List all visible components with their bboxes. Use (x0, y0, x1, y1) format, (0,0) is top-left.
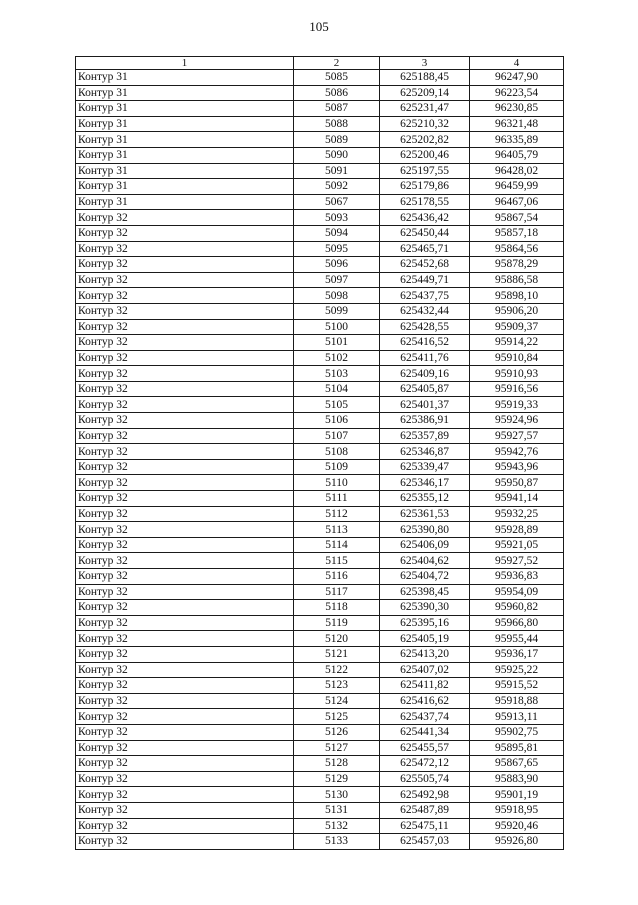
contour-name-cell: Контур 32 (76, 475, 294, 491)
table-row (76, 662, 564, 678)
contour-name-cell: Контур 31 (76, 147, 294, 163)
table-row (76, 85, 564, 101)
x-coordinate-cell: 625390,80 (380, 522, 470, 538)
table-row (76, 787, 564, 803)
contour-name-cell: Контур 32 (76, 584, 294, 600)
table-row (76, 693, 564, 709)
contour-name-cell: Контур 32 (76, 631, 294, 647)
contour-name-cell: Контур 32 (76, 428, 294, 444)
y-coordinate-cell: 95926,80 (470, 834, 564, 850)
point-number-cell: 5099 (294, 303, 380, 319)
point-number-cell: 5117 (294, 584, 380, 600)
y-coordinate-cell: 95867,54 (470, 210, 564, 226)
table-row (76, 818, 564, 834)
x-coordinate-cell: 625436,42 (380, 210, 470, 226)
y-coordinate-cell: 95915,52 (470, 678, 564, 694)
y-coordinate-cell: 95927,52 (470, 553, 564, 569)
contour-name-cell: Контур 32 (76, 693, 294, 709)
y-coordinate-cell: 95910,84 (470, 350, 564, 366)
point-number-cell: 5112 (294, 506, 380, 522)
point-number-cell: 5088 (294, 116, 380, 132)
contour-name-cell: Контур 32 (76, 724, 294, 740)
contour-name-cell: Контур 32 (76, 225, 294, 241)
y-coordinate-cell: 96428,02 (470, 163, 564, 179)
contour-name-cell: Контур 31 (76, 85, 294, 101)
point-number-cell: 5087 (294, 101, 380, 117)
x-coordinate-cell: 625452,68 (380, 257, 470, 273)
x-coordinate-cell: 625407,02 (380, 662, 470, 678)
y-coordinate-cell: 95898,10 (470, 288, 564, 304)
point-number-cell: 5104 (294, 381, 380, 397)
y-coordinate-cell: 95916,56 (470, 381, 564, 397)
x-coordinate-cell: 625209,14 (380, 85, 470, 101)
table-row (76, 303, 564, 319)
table-row (76, 600, 564, 616)
x-coordinate-cell: 625355,12 (380, 491, 470, 507)
x-coordinate-cell: 625231,47 (380, 101, 470, 117)
point-number-cell: 5092 (294, 179, 380, 195)
y-coordinate-cell: 95909,37 (470, 319, 564, 335)
table-row (76, 350, 564, 366)
contour-name-cell: Контур 31 (76, 116, 294, 132)
y-coordinate-cell: 95936,83 (470, 569, 564, 585)
point-number-cell: 5128 (294, 756, 380, 772)
x-coordinate-cell: 625450,44 (380, 225, 470, 241)
point-number-cell: 5108 (294, 444, 380, 460)
table-row (76, 147, 564, 163)
y-coordinate-cell: 95924,96 (470, 413, 564, 429)
point-number-cell: 5129 (294, 771, 380, 787)
table-row (76, 802, 564, 818)
x-coordinate-cell: 625492,98 (380, 787, 470, 803)
x-coordinate-cell: 625401,37 (380, 397, 470, 413)
table-row (76, 615, 564, 631)
point-number-cell: 5098 (294, 288, 380, 304)
point-number-cell: 5132 (294, 818, 380, 834)
y-coordinate-cell: 95942,76 (470, 444, 564, 460)
table-header (76, 57, 564, 70)
x-coordinate-cell: 625455,57 (380, 740, 470, 756)
table-row (76, 491, 564, 507)
x-coordinate-cell: 625472,12 (380, 756, 470, 772)
point-number-cell: 5090 (294, 147, 380, 163)
x-coordinate-cell: 625386,91 (380, 413, 470, 429)
contour-name-cell: Контур 31 (76, 101, 294, 117)
point-number-cell: 5114 (294, 537, 380, 553)
header-col-3: 3 (380, 57, 470, 70)
contour-name-cell: Контур 32 (76, 491, 294, 507)
point-number-cell: 5067 (294, 194, 380, 210)
table-row (76, 397, 564, 413)
table-row (76, 834, 564, 850)
y-coordinate-cell: 95910,93 (470, 366, 564, 382)
x-coordinate-cell: 625406,09 (380, 537, 470, 553)
header-col-1: 1 (76, 57, 294, 70)
x-coordinate-cell: 625346,87 (380, 444, 470, 460)
x-coordinate-cell: 625179,86 (380, 179, 470, 195)
x-coordinate-cell: 625409,16 (380, 366, 470, 382)
y-coordinate-cell: 96459,99 (470, 179, 564, 195)
table-row (76, 475, 564, 491)
table-row (76, 366, 564, 382)
header-col-2: 2 (294, 57, 380, 70)
point-number-cell: 5116 (294, 569, 380, 585)
x-coordinate-cell: 625210,32 (380, 116, 470, 132)
y-coordinate-cell: 95920,46 (470, 818, 564, 834)
contour-name-cell: Контур 32 (76, 319, 294, 335)
point-number-cell: 5105 (294, 397, 380, 413)
contour-name-cell: Контур 32 (76, 381, 294, 397)
table-row (76, 132, 564, 148)
point-number-cell: 5126 (294, 724, 380, 740)
table-row (76, 553, 564, 569)
x-coordinate-cell: 625404,62 (380, 553, 470, 569)
y-coordinate-cell: 95918,88 (470, 693, 564, 709)
contour-name-cell: Контур 32 (76, 537, 294, 553)
x-coordinate-cell: 625411,76 (380, 350, 470, 366)
table-row (76, 459, 564, 475)
table-row (76, 179, 564, 195)
contour-name-cell: Контур 31 (76, 163, 294, 179)
y-coordinate-cell: 95913,11 (470, 709, 564, 725)
y-coordinate-cell: 96321,48 (470, 116, 564, 132)
y-coordinate-cell: 95921,05 (470, 537, 564, 553)
x-coordinate-cell: 625449,71 (380, 272, 470, 288)
point-number-cell: 5100 (294, 319, 380, 335)
x-coordinate-cell: 625416,52 (380, 335, 470, 351)
table-row (76, 413, 564, 429)
contour-name-cell: Контур 32 (76, 303, 294, 319)
table-row (76, 506, 564, 522)
x-coordinate-cell: 625441,34 (380, 724, 470, 740)
contour-name-cell: Контур 32 (76, 834, 294, 850)
contour-name-cell: Контур 32 (76, 444, 294, 460)
point-number-cell: 5121 (294, 646, 380, 662)
x-coordinate-cell: 625437,74 (380, 709, 470, 725)
point-number-cell: 5110 (294, 475, 380, 491)
table-row (76, 522, 564, 538)
table-row (76, 678, 564, 694)
point-number-cell: 5115 (294, 553, 380, 569)
header-row (76, 57, 564, 70)
x-coordinate-cell: 625487,89 (380, 802, 470, 818)
y-coordinate-cell: 95864,56 (470, 241, 564, 257)
point-number-cell: 5095 (294, 241, 380, 257)
contour-name-cell: Контур 32 (76, 210, 294, 226)
contour-name-cell: Контур 32 (76, 241, 294, 257)
x-coordinate-cell: 625178,55 (380, 194, 470, 210)
contour-name-cell: Контур 32 (76, 397, 294, 413)
contour-name-cell: Контур 32 (76, 569, 294, 585)
x-coordinate-cell: 625395,16 (380, 615, 470, 631)
y-coordinate-cell: 95925,22 (470, 662, 564, 678)
y-coordinate-cell: 96405,79 (470, 147, 564, 163)
y-coordinate-cell: 95932,25 (470, 506, 564, 522)
header-col-4: 4 (470, 57, 564, 70)
contour-name-cell: Контур 31 (76, 70, 294, 86)
y-coordinate-cell: 95901,19 (470, 787, 564, 803)
contour-name-cell: Контур 32 (76, 288, 294, 304)
contour-name-cell: Контур 32 (76, 459, 294, 475)
table-row (76, 335, 564, 351)
y-coordinate-cell: 95883,90 (470, 771, 564, 787)
contour-name-cell: Контур 32 (76, 600, 294, 616)
table-row (76, 724, 564, 740)
table-row (76, 631, 564, 647)
contour-name-cell: Контур 32 (76, 740, 294, 756)
y-coordinate-cell: 95886,58 (470, 272, 564, 288)
table-row (76, 257, 564, 273)
table-row (76, 319, 564, 335)
contour-name-cell: Контур 32 (76, 366, 294, 382)
y-coordinate-cell: 95943,96 (470, 459, 564, 475)
y-coordinate-cell: 95919,33 (470, 397, 564, 413)
contour-name-cell: Контур 32 (76, 506, 294, 522)
x-coordinate-cell: 625357,89 (380, 428, 470, 444)
point-number-cell: 5118 (294, 600, 380, 616)
y-coordinate-cell: 95914,22 (470, 335, 564, 351)
table-row (76, 709, 564, 725)
contour-name-cell: Контур 31 (76, 179, 294, 195)
x-coordinate-cell: 625437,75 (380, 288, 470, 304)
contour-name-cell: Контур 32 (76, 522, 294, 538)
y-coordinate-cell: 95936,17 (470, 646, 564, 662)
table-row (76, 537, 564, 553)
point-number-cell: 5127 (294, 740, 380, 756)
contour-name-cell: Контур 32 (76, 350, 294, 366)
y-coordinate-cell: 95955,44 (470, 631, 564, 647)
point-number-cell: 5089 (294, 132, 380, 148)
point-number-cell: 5085 (294, 70, 380, 86)
x-coordinate-cell: 625413,20 (380, 646, 470, 662)
y-coordinate-cell: 96467,06 (470, 194, 564, 210)
table-row (76, 116, 564, 132)
x-coordinate-cell: 625411,82 (380, 678, 470, 694)
x-coordinate-cell: 625398,45 (380, 584, 470, 600)
y-coordinate-cell: 96247,90 (470, 70, 564, 86)
contour-name-cell: Контур 32 (76, 818, 294, 834)
y-coordinate-cell: 95867,65 (470, 756, 564, 772)
table-row (76, 584, 564, 600)
page-number: 105 (309, 19, 329, 34)
contour-name-cell: Контур 32 (76, 272, 294, 288)
point-number-cell: 5093 (294, 210, 380, 226)
table-row (76, 444, 564, 460)
x-coordinate-cell: 625428,55 (380, 319, 470, 335)
point-number-cell: 5102 (294, 350, 380, 366)
table-row (76, 210, 564, 226)
contour-name-cell: Контур 32 (76, 662, 294, 678)
x-coordinate-cell: 625339,47 (380, 459, 470, 475)
contour-name-cell: Контур 32 (76, 335, 294, 351)
contour-name-cell: Контур 32 (76, 646, 294, 662)
y-coordinate-cell: 95960,82 (470, 600, 564, 616)
contour-name-cell: Контур 32 (76, 678, 294, 694)
point-number-cell: 5133 (294, 834, 380, 850)
table-row (76, 194, 564, 210)
contour-name-cell: Контур 32 (76, 615, 294, 631)
point-number-cell: 5106 (294, 413, 380, 429)
point-number-cell: 5097 (294, 272, 380, 288)
y-coordinate-cell: 95928,89 (470, 522, 564, 538)
y-coordinate-cell: 95895,81 (470, 740, 564, 756)
table-row (76, 771, 564, 787)
point-number-cell: 5125 (294, 709, 380, 725)
x-coordinate-cell: 625202,82 (380, 132, 470, 148)
y-coordinate-cell: 95878,29 (470, 257, 564, 273)
y-coordinate-cell: 95857,18 (470, 225, 564, 241)
table-row (76, 740, 564, 756)
y-coordinate-cell: 95906,20 (470, 303, 564, 319)
table-row (76, 646, 564, 662)
x-coordinate-cell: 625197,55 (380, 163, 470, 179)
point-number-cell: 5119 (294, 615, 380, 631)
y-coordinate-cell: 95941,14 (470, 491, 564, 507)
x-coordinate-cell: 625346,17 (380, 475, 470, 491)
contour-name-cell: Контур 32 (76, 787, 294, 803)
contour-name-cell: Контур 32 (76, 709, 294, 725)
table-body (76, 70, 564, 850)
point-number-cell: 5130 (294, 787, 380, 803)
point-number-cell: 5091 (294, 163, 380, 179)
y-coordinate-cell: 95918,95 (470, 802, 564, 818)
y-coordinate-cell: 96223,54 (470, 85, 564, 101)
table-row (76, 756, 564, 772)
point-number-cell: 5124 (294, 693, 380, 709)
contour-name-cell: Контур 32 (76, 553, 294, 569)
point-number-cell: 5120 (294, 631, 380, 647)
contour-name-cell: Контур 32 (76, 756, 294, 772)
y-coordinate-cell: 96230,85 (470, 101, 564, 117)
table-row (76, 225, 564, 241)
table-row (76, 272, 564, 288)
y-coordinate-cell: 95950,87 (470, 475, 564, 491)
contour-name-cell: Контур 32 (76, 771, 294, 787)
x-coordinate-cell: 625188,45 (380, 70, 470, 86)
contour-name-cell: Контур 31 (76, 194, 294, 210)
point-number-cell: 5111 (294, 491, 380, 507)
point-number-cell: 5103 (294, 366, 380, 382)
x-coordinate-cell: 625390,30 (380, 600, 470, 616)
y-coordinate-cell: 95902,75 (470, 724, 564, 740)
x-coordinate-cell: 625416,62 (380, 693, 470, 709)
x-coordinate-cell: 625404,72 (380, 569, 470, 585)
contour-name-cell: Контур 32 (76, 257, 294, 273)
y-coordinate-cell: 95966,80 (470, 615, 564, 631)
x-coordinate-cell: 625200,46 (380, 147, 470, 163)
table-row (76, 428, 564, 444)
x-coordinate-cell: 625405,87 (380, 381, 470, 397)
y-coordinate-cell: 96335,89 (470, 132, 564, 148)
point-number-cell: 5107 (294, 428, 380, 444)
y-coordinate-cell: 95927,57 (470, 428, 564, 444)
point-number-cell: 5101 (294, 335, 380, 351)
x-coordinate-cell: 625405,19 (380, 631, 470, 647)
contour-name-cell: Контур 31 (76, 132, 294, 148)
x-coordinate-cell: 625505,74 (380, 771, 470, 787)
x-coordinate-cell: 625457,03 (380, 834, 470, 850)
table-row (76, 288, 564, 304)
contour-name-cell: Контур 32 (76, 802, 294, 818)
coordinates-table (75, 56, 564, 850)
x-coordinate-cell: 625475,11 (380, 818, 470, 834)
point-number-cell: 5086 (294, 85, 380, 101)
table-row (76, 381, 564, 397)
table-row (76, 163, 564, 179)
table-row (76, 241, 564, 257)
point-number-cell: 5109 (294, 459, 380, 475)
x-coordinate-cell: 625465,71 (380, 241, 470, 257)
point-number-cell: 5131 (294, 802, 380, 818)
table-row (76, 70, 564, 86)
table-row (76, 569, 564, 585)
point-number-cell: 5113 (294, 522, 380, 538)
y-coordinate-cell: 95954,09 (470, 584, 564, 600)
x-coordinate-cell: 625432,44 (380, 303, 470, 319)
point-number-cell: 5094 (294, 225, 380, 241)
point-number-cell: 5096 (294, 257, 380, 273)
point-number-cell: 5123 (294, 678, 380, 694)
point-number-cell: 5122 (294, 662, 380, 678)
contour-name-cell: Контур 32 (76, 413, 294, 429)
x-coordinate-cell: 625361,53 (380, 506, 470, 522)
table-row (76, 101, 564, 117)
